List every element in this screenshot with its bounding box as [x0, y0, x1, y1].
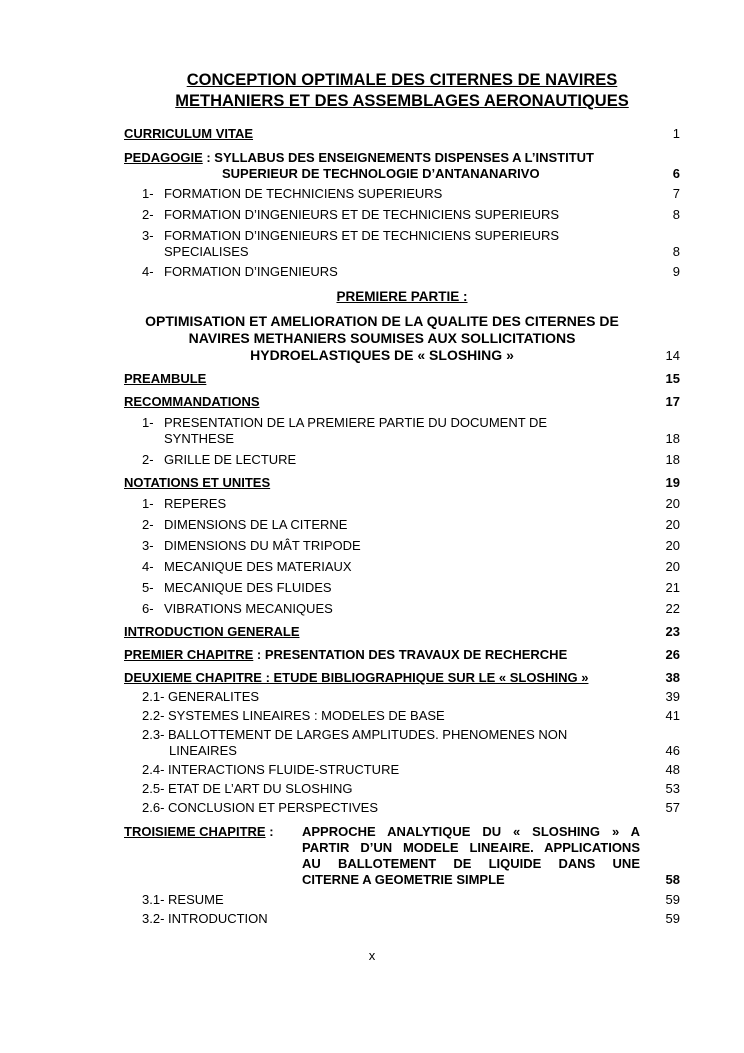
item-number: 1-	[142, 496, 154, 511]
toc-page-number: 26	[665, 647, 680, 662]
toc-label-colon: :	[265, 824, 274, 839]
toc-page-number: 59	[665, 892, 680, 907]
toc-item	[124, 496, 680, 512]
toc-item	[124, 186, 680, 202]
item-text: FORMATION D’INGENIEURS ET DE TECHNICIENS SUPERIEURS	[164, 207, 560, 222]
toc-item	[124, 800, 680, 816]
toc-page-number: 17	[665, 394, 680, 409]
toc-entry-introduction	[124, 624, 680, 640]
toc-item	[124, 580, 680, 596]
toc-page-number: 9	[672, 264, 680, 279]
toc-item	[124, 517, 680, 533]
toc-label: INTRODUCTION GENERALE	[124, 624, 300, 639]
toc-page-number: 39	[665, 689, 680, 704]
page-number-footer: x	[368, 948, 376, 963]
item-text: VIBRATIONS MECANIQUES	[164, 601, 333, 616]
toc-page-number: 20	[665, 559, 680, 574]
toc-entry-chapter-2	[124, 670, 680, 686]
item-text: 2.4- INTERACTIONS FLUIDE-STRUCTURE	[142, 762, 400, 777]
toc-label: CURRICULUM VITAE	[124, 126, 254, 141]
item-text: 2.3- BALLOTTEMENT DE LARGES AMPLITUDES. PHENOMENES NON	[142, 727, 568, 742]
toc-page-number: 59	[665, 911, 680, 926]
toc-item	[124, 559, 680, 575]
toc-item	[124, 264, 680, 280]
toc-page-number: 14	[665, 348, 680, 363]
toc-item	[124, 689, 680, 705]
toc-page-number: 15	[665, 371, 680, 386]
item-text: 3.2- INTRODUCTION	[142, 911, 268, 926]
toc-item	[124, 415, 680, 447]
toc-page-number: 46	[665, 743, 680, 758]
toc-page-number: 58	[665, 872, 680, 887]
toc-page-number: 20	[665, 517, 680, 532]
toc-page-number: 23	[665, 624, 680, 639]
item-text-cont: SPECIALISES	[164, 244, 249, 259]
item-number: 2-	[142, 517, 154, 532]
toc-item	[124, 911, 680, 927]
toc-item	[124, 892, 680, 908]
toc-page-number: 18	[665, 452, 680, 467]
toc-page-number: 53	[665, 781, 680, 796]
item-text: FORMATION D’INGENIEURS ET DE TECHNICIENS SUPERIEURS	[164, 228, 560, 243]
toc-page-number: 57	[665, 800, 680, 815]
document-title	[124, 70, 680, 112]
item-text: PRESENTATION DE LA PREMIERE PARTIE DU DOCUMENT DE	[164, 415, 548, 430]
toc-entry-cv	[124, 126, 680, 142]
item-text: FORMATION DE TECHNICIENS SUPERIEURS	[164, 186, 443, 201]
toc-item	[124, 762, 680, 778]
item-number: 3-	[142, 538, 154, 553]
toc-item	[124, 207, 680, 223]
toc-label: NOTATIONS ET UNITES	[124, 475, 271, 490]
chapter-title-line: CITERNE A GEOMETRIE SIMPLE	[302, 872, 505, 887]
toc-page-number: 41	[665, 708, 680, 723]
toc-entry-part1	[124, 313, 680, 364]
item-text: DIMENSIONS DE LA CITERNE	[164, 517, 348, 532]
toc-entry-chapter-1	[124, 647, 680, 663]
toc-label: RECOMMANDATIONS	[124, 394, 260, 409]
toc-item	[124, 228, 680, 260]
item-text: REPERES	[164, 496, 227, 511]
item-number: 4-	[142, 559, 154, 574]
toc-entry-preambule	[124, 371, 680, 387]
item-text: MECANIQUE DES MATERIAUX	[164, 559, 352, 574]
chapter-title-line: AU BALLOTEMENT DE LIQUIDE DANS UNE	[302, 856, 640, 871]
toc-page-number: 19	[665, 475, 680, 490]
toc-page-number: 48	[665, 762, 680, 777]
item-text: 2.6- CONCLUSION ET PERSPECTIVES	[142, 800, 378, 815]
toc-page-number: 21	[665, 580, 680, 595]
item-number: 2-	[142, 207, 154, 222]
toc-page-number: 22	[665, 601, 680, 616]
item-text: 2.2- SYSTEMES LINEAIRES : MODELES DE BASE	[142, 708, 445, 723]
part-title-line: HYDROELASTIQUES DE « SLOSHING »	[250, 347, 514, 363]
item-text: GRILLE DE LECTURE	[164, 452, 297, 467]
toc-entry-notations	[124, 475, 680, 491]
item-number: 4-	[142, 264, 154, 279]
chapter-title-line: APPROCHE ANALYTIQUE DU « SLOSHING » A	[302, 824, 640, 839]
toc-page-number: 1	[672, 126, 680, 141]
toc-item	[124, 452, 680, 468]
toc-item	[124, 708, 680, 724]
part-title-line: OPTIMISATION ET AMELIORATION DE LA QUALITE DES CITERNES DE	[145, 313, 619, 329]
item-text: 3.1- RESUME	[142, 892, 224, 907]
toc-page-number: 7	[672, 186, 680, 201]
toc-page-number: 20	[665, 538, 680, 553]
toc-page-number: 20	[665, 496, 680, 511]
toc-label-rest-2: SUPERIEUR DE TECHNOLOGIE D’ANTANANARIVO	[222, 166, 540, 181]
item-number: 1-	[142, 186, 154, 201]
toc-item	[124, 727, 680, 759]
part-heading: PREMIERE PARTIE :	[336, 289, 468, 304]
item-number: 3-	[142, 228, 154, 243]
toc-label: DEUXIEME CHAPITRE : ETUDE BIBLIOGRAPHIQUE SUR LE « SLOSHING »	[124, 670, 589, 685]
toc-page-number: 8	[672, 244, 680, 259]
toc-item	[124, 601, 680, 617]
item-number: 6-	[142, 601, 154, 616]
item-number: 1-	[142, 415, 154, 430]
toc-item	[124, 781, 680, 797]
item-number: 2-	[142, 452, 154, 467]
toc-page-number: 6	[672, 166, 680, 181]
title-line-2: METHANIERS ET DES ASSEMBLAGES AERONAUTIQUES	[175, 92, 629, 110]
toc-entry-recommandations	[124, 394, 680, 410]
toc-label-rest: : SYLLABUS DES ENSEIGNEMENTS DISPENSES A L’INSTITUT	[202, 150, 595, 165]
table-of-contents	[124, 124, 680, 927]
item-text: MECANIQUE DES FLUIDES	[164, 580, 332, 595]
toc-label: PREAMBULE	[124, 371, 207, 386]
item-text: FORMATION D’INGENIEURS	[164, 264, 338, 279]
item-text: 2.5- ETAT DE L’ART DU SLOSHING	[142, 781, 353, 796]
toc-page-number: 18	[665, 431, 680, 446]
item-text: 2.1- GENERALITES	[142, 689, 260, 704]
toc-label: PEDAGOGIE	[124, 150, 203, 165]
title-line-1: CONCEPTION OPTIMALE DES CITERNES DE NAVIRES	[186, 71, 618, 89]
toc-label: PREMIER CHAPITRE	[124, 647, 254, 662]
toc-label: TROISIEME CHAPITRE	[124, 824, 266, 839]
item-number: 5-	[142, 580, 154, 595]
item-text: DIMENSIONS DU MÂT TRIPODE	[164, 538, 361, 553]
item-text-cont: LINEAIRES	[169, 743, 237, 758]
toc-entry-chapter-3	[124, 824, 680, 888]
part-title-line: NAVIRES METHANIERS SOUMISES AUX SOLLICITATIONS	[188, 330, 576, 346]
chapter-title-line: PARTIR D’UN MODELE LINEAIRE. APPLICATIONS	[302, 840, 640, 855]
toc-page-number: 38	[665, 670, 680, 685]
toc-label-rest: : PRESENTATION DES TRAVAUX DE RECHERCHE	[253, 647, 568, 662]
toc-page-number: 8	[672, 207, 680, 222]
item-text-cont: SYNTHESE	[164, 431, 235, 446]
toc-item	[124, 538, 680, 554]
toc-entry-pedagogie	[124, 150, 680, 182]
